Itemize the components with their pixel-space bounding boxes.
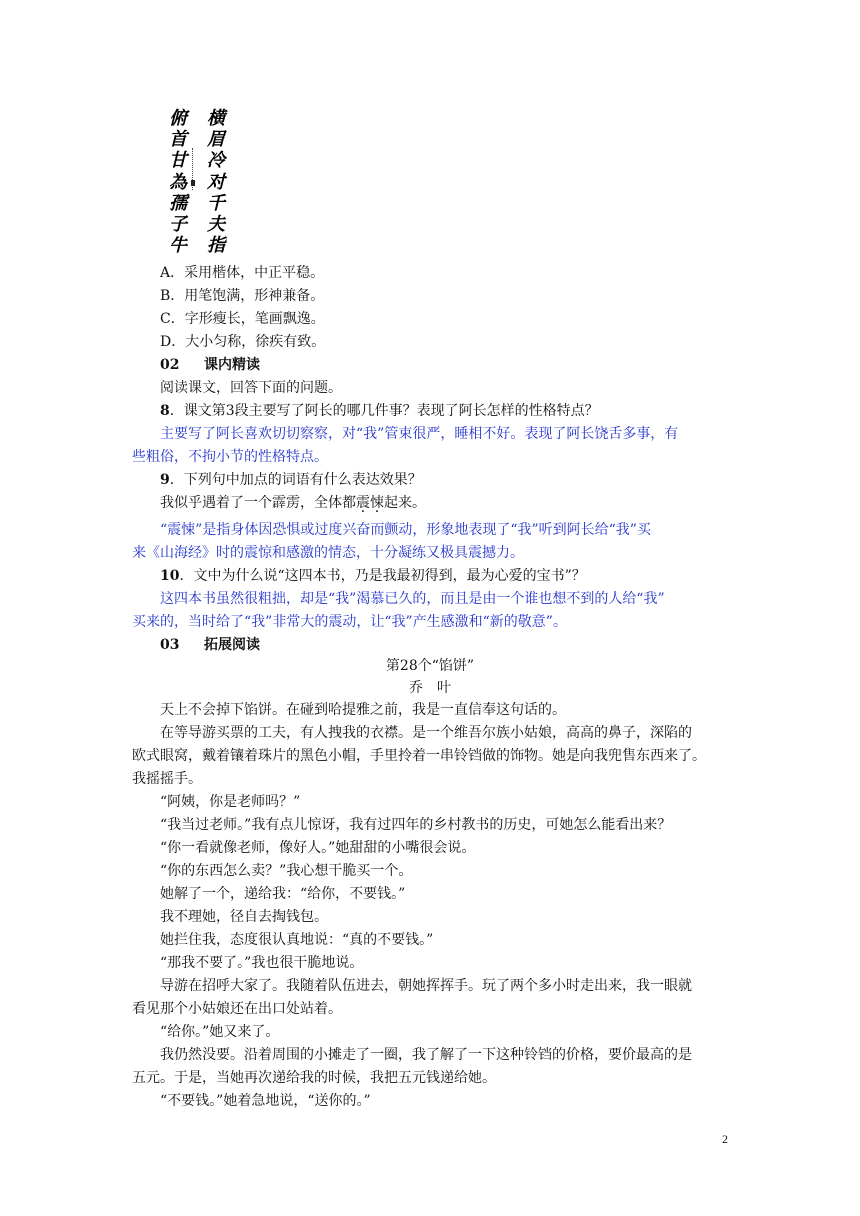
question-number: 10 — [160, 568, 180, 584]
question-number: 8 — [160, 403, 170, 419]
calligraphy-char: 指 — [207, 235, 225, 257]
question-10 — [160, 568, 586, 584]
story-paragraph: 五元。于是，当她再次递给我的时候，我把五元钱递给她。 — [132, 1070, 496, 1086]
story-paragraph: “阿姨，你是老师吗？” — [160, 794, 301, 810]
sentence-text: 起来。 — [384, 495, 426, 511]
section-title: 课内精读 — [204, 357, 260, 373]
story-paragraph: 导游在招呼大家了。我随着队伍进去，朝她挥挥手。玩了两个多小时走出来，我一眼就 — [160, 978, 692, 994]
section-heading-03 — [160, 637, 260, 653]
answer-9-line2: 来《山海经》时的震惊和感激的情态，十分凝练又极具震撼力。 — [132, 545, 524, 561]
calligraphy-char: 俯 — [169, 108, 187, 129]
emphasized-word: 震 — [356, 495, 370, 511]
section-title: 拓展阅读 — [204, 637, 260, 653]
story-paragraph: 欧式眼窝，戴着镶着珠片的黑色小帽，手里拎着一串铃铛做的饰物。她是向我兜售东西来了。 — [132, 748, 706, 764]
answer-9-line1: “震悚”是指身体因恐惧或过度兴奋而颤动，形象地表现了“我”听到阿长给“我”买 — [160, 522, 651, 538]
story-paragraph: “我当过老师。”我有点儿惊讶，我有过四年的乡村教书的历史，可她怎么能看出来？ — [160, 817, 672, 833]
sentence-text: 我似乎遇着了一个霹雳，全体都 — [160, 495, 356, 511]
calligraphy-char: 冷 — [207, 150, 225, 172]
section-heading-02 — [160, 357, 260, 373]
question-8 — [160, 403, 599, 419]
option-b: B．用笔饱满，形神兼备。 — [160, 288, 325, 304]
calligraphy-char: 千 — [207, 192, 225, 214]
story-paragraph: 天上不会掉下馅饼。在碰到哈提雅之前，我是一直信奉这句话的。 — [160, 702, 566, 718]
calligraphy-char: 首 — [169, 129, 187, 151]
answer-8-line1: 主要写了阿长喜欢切切察察，对“我”管束很严，睡相不好。表现了阿长饶舌多事，有 — [160, 426, 679, 442]
story-paragraph: “你的东西怎么卖？”我心想干脆买一个。 — [160, 863, 413, 879]
question-9 — [160, 472, 422, 488]
story-paragraph: 她解了一个，递给我：“给你，不要钱。” — [160, 886, 406, 902]
option-d: D．大小匀称，徐疾有致。 — [160, 334, 326, 350]
calligraphy-image — [165, 108, 255, 258]
calligraphy-char: 横 — [207, 108, 225, 129]
story-paragraph: 我不理她，径自去掏钱包。 — [160, 909, 328, 925]
question-9-sentence — [160, 495, 426, 511]
story-paragraph: “给你。”她又来了。 — [160, 1024, 280, 1040]
calligraphy-char: 為 — [169, 171, 187, 193]
story-paragraph: “你一看就像老师，像好人。”她甜甜的小嘴很会说。 — [160, 840, 476, 856]
story-paragraph: 我摇摇手。 — [132, 771, 202, 787]
story-title: 第28个“馅饼” — [385, 658, 475, 674]
story-author: 乔 叶 — [409, 680, 451, 696]
page-number: 2 — [722, 1132, 728, 1146]
story-paragraph: 她拦住我，态度很认真地说：“真的不要钱。” — [160, 932, 434, 948]
answer-8-line2: 些粗俗，不拘小节的性格特点。 — [132, 449, 328, 465]
seal-inscription — [192, 148, 195, 190]
story-paragraph: 我仍然没要。沿着周围的小摊走了一圈，我了解了一下这种铃铛的价格，要价最高的是 — [160, 1047, 692, 1063]
calligraphy-char: 孺 — [169, 192, 187, 214]
section-number: 02 — [160, 357, 180, 373]
calligraphy-char: 子 — [169, 214, 187, 236]
option-c: C．字形瘦长，笔画飘逸。 — [160, 311, 325, 327]
calligraphy-char: 对 — [207, 171, 225, 193]
question-number: 9 — [160, 472, 170, 488]
question-text: ．文中为什么说“这四本书，乃是我最初得到，最为心爱的宝书”？ — [179, 568, 586, 584]
option-a: A．采用楷体，中正平稳。 — [160, 265, 325, 281]
story-paragraph: 在等导游买票的工夫，有人拽我的衣襟。是一个维吾尔族小姑娘，高高的鼻子，深陷的 — [160, 725, 692, 741]
answer-10-line2: 买来的，当时给了“我”非常大的震动，让“我”产生感激和“新的敬意”。 — [132, 614, 567, 630]
calligraphy-right-column — [207, 108, 225, 256]
calligraphy-left-column — [169, 108, 187, 256]
story-paragraph: 看见那个小姑娘还在出口处站着。 — [132, 1001, 342, 1017]
section-number: 03 — [160, 637, 180, 653]
calligraphy-char: 甘 — [169, 150, 187, 172]
reading-instruction: 阅读课文，回答下面的问题。 — [160, 380, 342, 396]
calligraphy-char: 眉 — [207, 129, 225, 151]
answer-10-line1: 这四本书虽然很粗拙，却是“我”渴慕已久的，而且是由一个谁也想不到的人给“我” — [160, 591, 665, 607]
question-text: ．课文第3段主要写了阿长的哪几件事？表现了阿长怎样的性格特点？ — [169, 403, 599, 419]
story-paragraph: “不要钱。”她着急地说，“送你的。” — [160, 1093, 371, 1109]
emphasized-word: 悚 — [370, 495, 384, 511]
calligraphy-char: 牛 — [169, 235, 187, 257]
calligraphy-char: 夫 — [207, 214, 225, 236]
question-text: ．下列句中加点的词语有什么表达效果？ — [169, 472, 422, 488]
story-paragraph: “那我不要了。”我也很干脆地说。 — [160, 955, 364, 971]
